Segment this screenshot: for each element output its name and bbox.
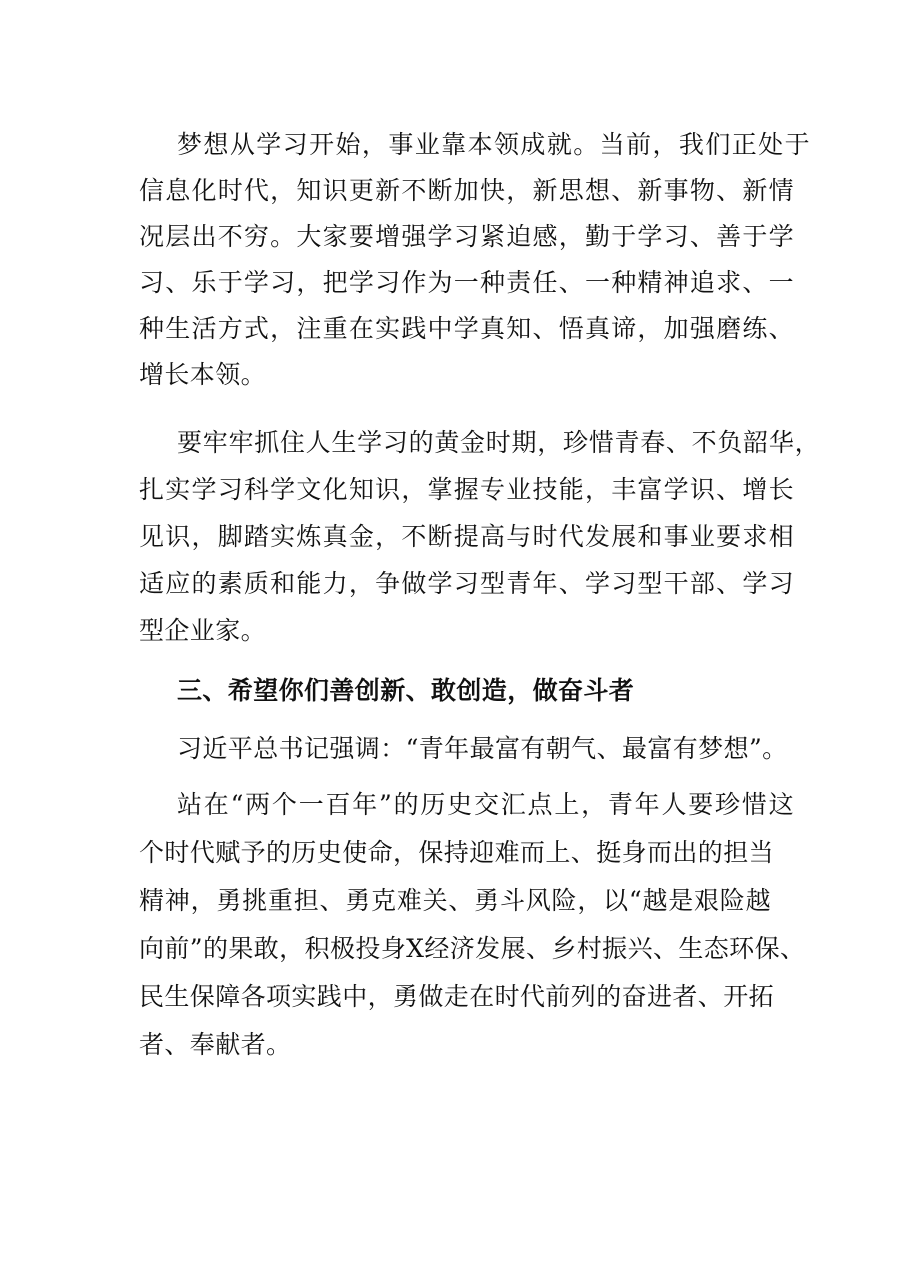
paragraph-line: 民生保障各项实践中，勇做走在时代前列的奋进者、开拓 (139, 982, 775, 1011)
paragraph-line: 个时代赋予的历史使命，保持迎难而上、挺身而出的担当 (139, 838, 775, 867)
paragraph-line: 适应的素质和能力，争做学习型青年、学习型干部、学习 (139, 569, 794, 598)
paragraph-line: 况层出不穷。大家要增强学习紧迫感，勤于学习、善于学 (139, 222, 794, 251)
paragraph-line: 增长本领。 (139, 360, 267, 389)
paragraph-line: 见识，脚踏实炼真金，不断提高与时代发展和事业要求相 (139, 522, 794, 551)
paragraph-line: 精神，勇挑重担、勇克难关、勇斗风险，以“越是艰险越 (139, 886, 771, 915)
paragraph-line: 信息化时代，知识更新不断加快，新思想、新事物、新情 (139, 176, 794, 205)
paragraph-line: 者、奉献者。 (139, 1030, 292, 1059)
paragraph-line: 习、乐于学习，把学习作为一种责任、一种精神追求、一 (139, 268, 794, 297)
paragraph-line: 向前”的果敢，积极投身X经济发展、乡村振兴、生态环保、 (139, 934, 806, 963)
paragraph-line: 要牢牢抓住人生学习的黄金时期，珍惜青春、不负韶华， (177, 428, 820, 457)
paragraph-line: 习近平总书记强调：“青年最富有朝气、最富有梦想”。 (177, 734, 788, 763)
paragraph-line: 扎实学习科学文化知识，掌握专业技能，丰富学识、增长 (139, 475, 794, 504)
section-heading: 三、希望你们善创新、敢创造，做奋斗者 (177, 676, 635, 705)
paragraph-line: 种生活方式，注重在实践中学真知、悟真谛，加强磨练、 (139, 314, 794, 343)
paragraph-line: 型企业家。 (139, 616, 267, 645)
paragraph-line: 梦想从学习开始，事业靠本领成就。当前，我们正处于 (177, 130, 810, 159)
paragraph-line: 站在“两个一百年”的历史交汇点上，青年人要珍惜这 (177, 790, 794, 819)
